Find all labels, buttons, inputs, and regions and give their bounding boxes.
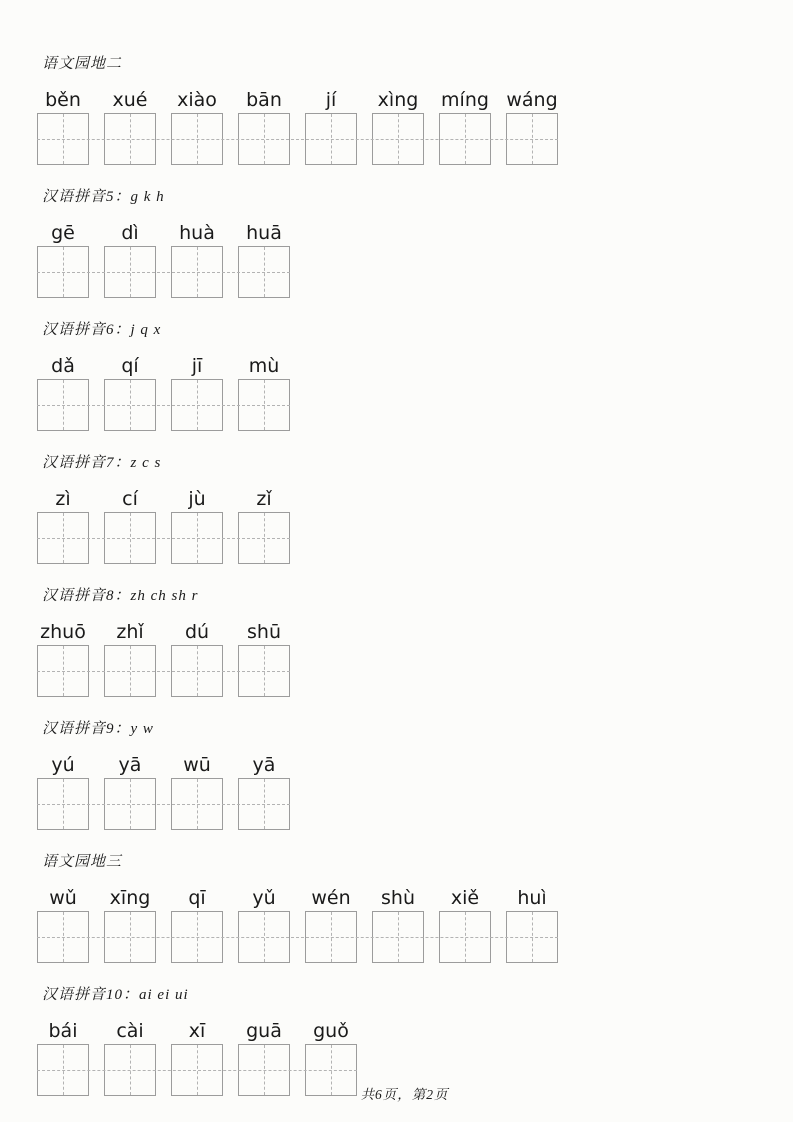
pinyin-label: wáng xyxy=(506,89,558,111)
pinyin-label: bān xyxy=(246,89,282,111)
pinyin-label: yú xyxy=(51,754,75,776)
pinyin-label-row xyxy=(37,753,793,778)
tianzige-box xyxy=(171,911,223,963)
tianzige-box xyxy=(238,113,290,165)
pinyin-label-row xyxy=(37,221,793,246)
section-title: 语文园地三 xyxy=(42,854,123,870)
pinyin-label: míng xyxy=(441,89,489,111)
pinyin-label: jí xyxy=(325,89,337,111)
tianzige-box xyxy=(372,113,424,165)
pinyin-label: zhǐ xyxy=(116,621,144,643)
worksheet-section xyxy=(37,189,793,298)
tianzige-box xyxy=(104,645,156,697)
pinyin-label: qī xyxy=(188,887,206,909)
tianzige-box xyxy=(238,778,290,830)
writing-grid-row xyxy=(37,778,290,830)
tianzige-box xyxy=(104,379,156,431)
section-title: 汉语拼音10：ai ei ui xyxy=(42,987,189,1003)
tianzige-box xyxy=(439,911,491,963)
tianzige-box xyxy=(171,379,223,431)
pinyin-label: wén xyxy=(311,887,351,909)
pinyin-label-row xyxy=(37,88,793,113)
tianzige-box xyxy=(506,113,558,165)
pinyin-label: jī xyxy=(191,355,203,377)
pinyin-label: xiě xyxy=(450,887,480,909)
writing-grid-row xyxy=(37,512,290,564)
tianzige-box xyxy=(104,246,156,298)
pinyin-label: xiào xyxy=(177,89,217,111)
pinyin-label: yā xyxy=(118,754,142,776)
tianzige-box xyxy=(238,911,290,963)
pinyin-label: gē xyxy=(51,222,75,244)
pinyin-label-row xyxy=(37,620,793,645)
pinyin-label: xué xyxy=(112,89,148,111)
tianzige-box xyxy=(238,645,290,697)
pinyin-label: guā xyxy=(246,1020,282,1042)
pinyin-label: zǐ xyxy=(256,488,272,510)
tianzige-box xyxy=(171,645,223,697)
tianzige-box xyxy=(506,911,558,963)
pinyin-label: dì xyxy=(121,222,139,244)
pinyin-label: cài xyxy=(116,1020,144,1042)
tianzige-box xyxy=(104,911,156,963)
pinyin-label: guǒ xyxy=(313,1020,349,1042)
tianzige-box xyxy=(104,778,156,830)
worksheet-section xyxy=(37,721,793,830)
tianzige-box xyxy=(171,512,223,564)
tianzige-box xyxy=(37,113,89,165)
section-title: 语文园地二 xyxy=(42,56,123,72)
pinyin-label: yā xyxy=(252,754,276,776)
section-title: 汉语拼音8：zh ch sh r xyxy=(42,588,199,604)
writing-grid-row xyxy=(37,645,290,697)
writing-grid-row xyxy=(37,911,558,963)
worksheet-section xyxy=(37,987,793,1096)
section-title: 汉语拼音6：j q x xyxy=(42,322,162,338)
section-title: 汉语拼音7：z c s xyxy=(42,455,162,471)
pinyin-label-row xyxy=(37,1019,793,1044)
worksheet-section xyxy=(37,588,793,697)
tianzige-box xyxy=(171,113,223,165)
tianzige-box xyxy=(372,911,424,963)
tianzige-box xyxy=(305,911,357,963)
pinyin-label: huā xyxy=(246,222,282,244)
tianzige-box xyxy=(37,778,89,830)
pinyin-label: xī xyxy=(188,1020,206,1042)
tianzige-box xyxy=(305,113,357,165)
pinyin-label: dǎ xyxy=(51,355,75,377)
pinyin-label: zì xyxy=(55,488,71,510)
tianzige-box xyxy=(37,379,89,431)
tianzige-box xyxy=(171,778,223,830)
tianzige-box xyxy=(37,246,89,298)
worksheet-section xyxy=(37,455,793,564)
pinyin-label: qí xyxy=(121,355,139,377)
pinyin-label: běn xyxy=(45,89,81,111)
pinyin-label: cí xyxy=(122,488,138,510)
pinyin-label: xìng xyxy=(377,89,419,111)
pinyin-label: zhuō xyxy=(40,621,86,643)
pinyin-label: jù xyxy=(188,488,206,510)
pinyin-label: dú xyxy=(184,621,210,643)
tianzige-box xyxy=(104,113,156,165)
pinyin-label: mù xyxy=(248,355,280,377)
sections-container xyxy=(37,56,793,1096)
page-footer: 共6页，第2页 xyxy=(360,1087,449,1102)
tianzige-box xyxy=(37,512,89,564)
tianzige-box xyxy=(37,911,89,963)
section-title: 汉语拼音5：g k h xyxy=(42,189,165,205)
pinyin-label-row xyxy=(37,354,793,379)
tianzige-box xyxy=(238,512,290,564)
worksheet-section xyxy=(37,854,793,963)
tianzige-box xyxy=(238,379,290,431)
pinyin-label-row xyxy=(37,487,793,512)
writing-grid-row xyxy=(37,113,558,165)
tianzige-box xyxy=(37,645,89,697)
worksheet-section xyxy=(37,56,793,165)
pinyin-label: wǔ xyxy=(49,887,77,909)
pinyin-label: shū xyxy=(247,621,281,643)
tianzige-box xyxy=(238,246,290,298)
pinyin-label: shù xyxy=(381,887,415,909)
writing-grid-row xyxy=(37,246,290,298)
writing-grid-row xyxy=(37,379,290,431)
pinyin-label: bái xyxy=(48,1020,78,1042)
tianzige-box xyxy=(171,246,223,298)
worksheet-section xyxy=(37,322,793,431)
pinyin-label: xīng xyxy=(109,887,151,909)
tianzige-box xyxy=(104,512,156,564)
pinyin-label: wū xyxy=(183,754,211,776)
pinyin-label: yǔ xyxy=(252,887,276,909)
section-title: 汉语拼音9：y w xyxy=(42,721,154,737)
pinyin-label-row xyxy=(37,886,793,911)
tianzige-box xyxy=(439,113,491,165)
pinyin-label: huà xyxy=(179,222,215,244)
pinyin-label: huì xyxy=(517,887,547,909)
